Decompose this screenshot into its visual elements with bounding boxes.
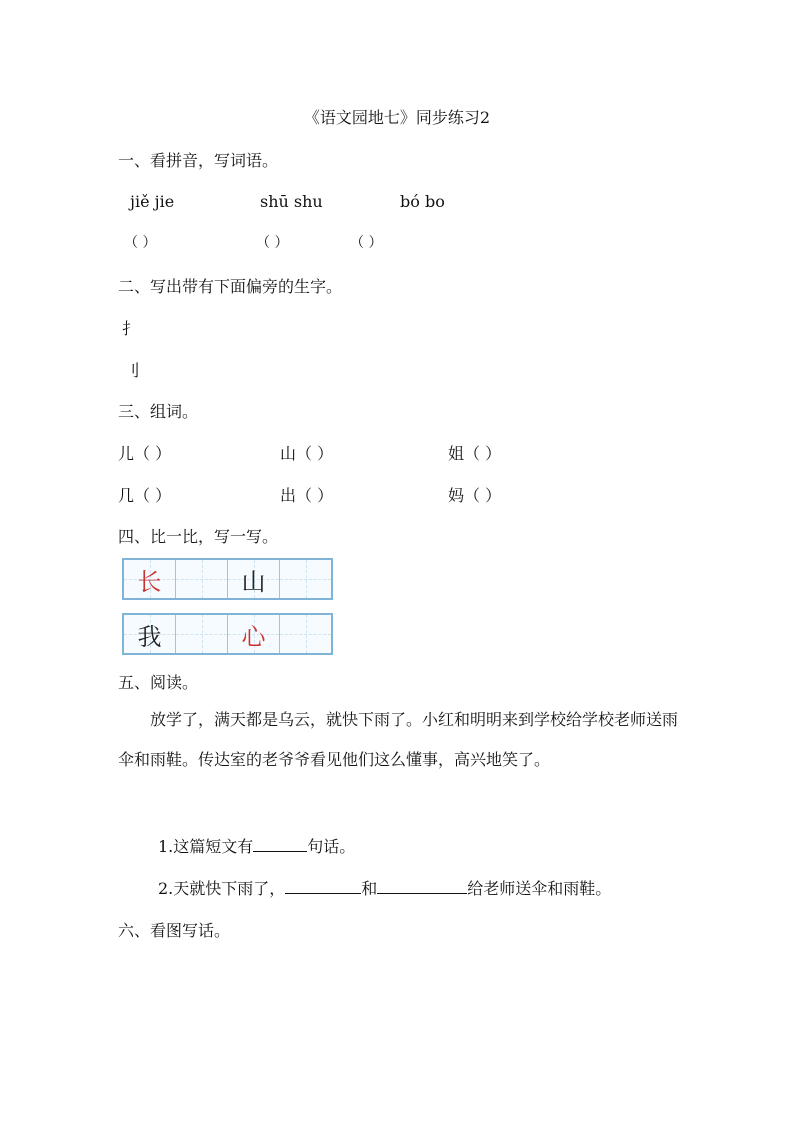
question-2-and: 和	[361, 879, 378, 898]
answer-blank-2a[interactable]	[285, 877, 361, 894]
grid-cell-blank[interactable]	[280, 615, 331, 653]
question-2	[158, 876, 611, 899]
grid-cell	[228, 560, 280, 598]
word-item-ma[interactable]: 妈（ ）	[448, 486, 502, 505]
answer-paren-2[interactable]: （ ）	[256, 235, 289, 251]
grid-cell	[228, 615, 280, 653]
word-item-jie[interactable]: 姐（ ）	[448, 444, 502, 463]
question-1-text: 1.这篇短文有	[158, 837, 254, 856]
answer-blank-2b[interactable]	[377, 877, 467, 894]
sample-char-chang: 长	[137, 567, 162, 596]
section-1-heading: 一、看拼音，写词语。	[118, 151, 279, 170]
section-6-heading: 六、看图写话。	[118, 921, 231, 940]
question-2-text: 2.天就快下雨了，	[158, 879, 286, 898]
grid-cell	[124, 560, 176, 598]
question-2-suffix: 给老师送伞和雨鞋。	[467, 879, 612, 898]
page-title: 《语文园地七》同步练习2	[303, 108, 491, 127]
answer-paren-3[interactable]: （ ）	[350, 235, 383, 251]
grid-cell-blank[interactable]	[280, 560, 331, 598]
section-5-heading: 五、阅读。	[118, 673, 199, 692]
section-2-heading: 二、写出带有下面偏旁的生字。	[118, 277, 343, 296]
pinyin-1: jiě jie	[130, 192, 175, 211]
radical-knife: 刂	[124, 361, 141, 380]
sample-char-shan: 山	[241, 567, 266, 596]
question-1-suffix: 句话。	[307, 837, 356, 856]
word-item-chu[interactable]: 出（ ）	[280, 486, 334, 505]
grid-cell-blank[interactable]	[176, 560, 228, 598]
sample-char-xin: 心	[241, 622, 266, 651]
writing-grid-1	[122, 558, 333, 600]
word-item-shan[interactable]: 山（ ）	[280, 444, 334, 463]
grid-cell-blank[interactable]	[176, 615, 228, 653]
radical-hand: 扌	[122, 319, 139, 338]
answer-blank-1[interactable]	[253, 835, 307, 852]
writing-grid-2	[122, 613, 333, 655]
answer-paren-1[interactable]: （ ）	[124, 235, 157, 251]
section-3-heading: 三、组词。	[118, 402, 199, 421]
question-1	[158, 834, 355, 857]
word-item-ji[interactable]: 几（ ）	[118, 486, 172, 505]
grid-cell	[124, 615, 176, 653]
pinyin-3: bó bo	[400, 192, 445, 211]
reading-passage: 放学了，满天都是乌云，就快下雨了。小红和明明来到学校给学校老师送雨伞和雨鞋。传达室的老爷爷看见他们这么懂事，高兴地笑了。	[118, 710, 679, 769]
word-item-er[interactable]: 儿（ ）	[118, 444, 172, 463]
pinyin-2: shū shu	[260, 192, 323, 211]
sample-char-wo: 我	[137, 622, 162, 651]
section-4-heading: 四、比一比，写一写。	[118, 527, 279, 546]
